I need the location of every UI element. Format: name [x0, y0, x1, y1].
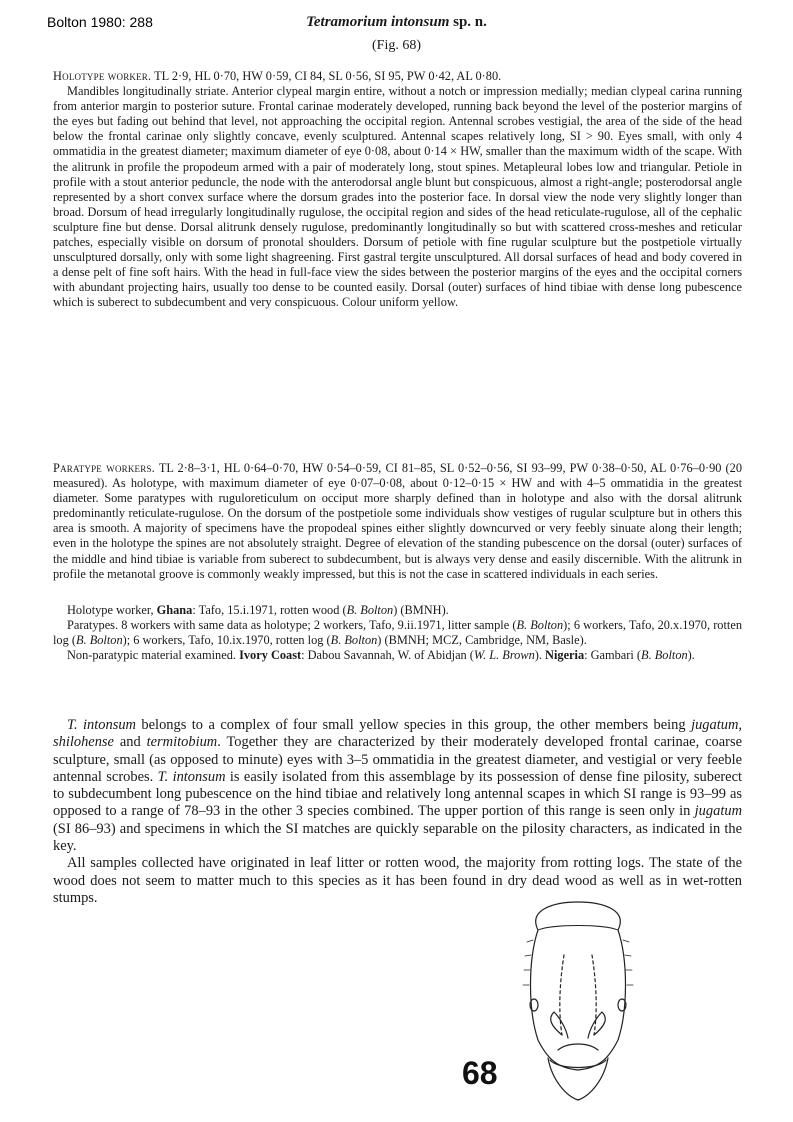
occipital-margin: [538, 926, 618, 931]
left-mandible: [548, 1058, 578, 1100]
paratype-description: [53, 461, 742, 582]
paratype-material: Paratypes. 8 workers with same data as holotype; 2 workers, Tafo, 9.ii.1971, litter sample (B. Bolton); 6 workers, Tafo, 20.x.1970, rotten log (B. Bolton); 6 workers, Tafo, 10.ix.1970, rotten log (B. Bolton) (BMNH; MCZ, Cambridge, NM, Basle).: [53, 618, 742, 648]
species-suffix: sp. n.: [453, 14, 487, 30]
ant-head-figure: [478, 900, 678, 1105]
paratype-heading: Paratype workers.: [53, 461, 155, 475]
discussion: [53, 717, 742, 907]
right-mandible: [578, 1058, 608, 1100]
holotype-material: Holotype worker, Ghana: Tafo, 15.i.1971, rotten wood (B. Bolton) (BMNH).: [67, 603, 449, 617]
species-name: Tetramorium intonsum: [306, 14, 450, 30]
discussion-paragraph-2: All samples collected have originated in leaf litter or rotten wood, the majority from rotting logs. The state of the wood does not seem to matter much to this species as it has been found in dry dead wood as well as in wet-rotten stumps.: [53, 855, 742, 906]
holotype-heading: Holotype worker.: [53, 69, 152, 83]
clypeus: [558, 1044, 598, 1050]
holotype-measurements: TL 2·9, HL 0·70, HW 0·59, CI 84, SL 0·56, SI 95, PW 0·42, AL 0·80.: [151, 69, 502, 83]
holotype-text: Mandibles longitudinally striate. Anterior clypeal margin entire, without a notch or impression medially; median clypeal carina running from anterior margin to posterior suture. Frontal carinae moderately developed, running back beyond the level of the posterior margins of the eyes but fading out behind that level, not approaching the occipital region. Antennal scrobes vestigial, the area of the side of the head below the frontal carinae only slightly concave, evenly sculptured. Antennal scapes relatively long, SI > 90. Eyes small, with only 4 ommatidia in the greatest diameter; maximum diameter of eye 0·08, about 0·14 × HW, smaller than the maximum width of the scape. With the alitrunk in profile the propodeum armed with a pair of moderately long, stout spines. Metapleural lobes low and triangular. Petiole in profile with a stout anterior peduncle, the node with the anterodorsal angle blunt but conspicuous, almost a right-angle; posterodorsal angle represented by a short convex surface where the dorsum grades into the posterior face. In dorsal view the node very slightly longer than broad. Dorsum of head irregularly longitudinally rugulose, the occipital region and sides of the head reticulate-rugulose, all of the cephalic sculpture fine but dense. Dorsal alitrunk densely rugulose, predominantly longitudinally so but with scattered cross-meshes and reticular patches, especially visible on dorsum of pronotal shoulders. Dorsum of petiole with fine rugular sculpture but the postpetiole virtually unsculptured dorsally, only with some light shagreening. First gastral tergite unsculptured. All dorsal surfaces of head and body covered in a dense pelt of fine soft hairs. With the head in full-face view the sides between the posterior margins of the eyes and the occipital corners with abundant projecting hairs, usually too dense to be counted easily. Dorsal (outer) surfaces of hind tibiae with dense long pubescence which is suberect to subdecumbent and very conspicuous. Colour uniform yellow.: [53, 84, 742, 310]
nonparatypic-material: Non-paratypic material examined. Ivory Coast: Dabou Savannah, W. of Abidjan (W. L. Brown). Nigeria: Gambari (B. Bolton).: [67, 648, 695, 663]
mandible-lower: [550, 1060, 606, 1068]
discussion-paragraph-1: T. intonsum belongs to a complex of four small yellow species in this group, the other members being jugatum, shilohense and termitobium. Together they are characterized by their moderately developed frontal carinae, coarse sculpture, small (as opposed to minute) eyes with 3–5 ommatidia in the greatest diameter, and vestigial or very feeble antennal scrobes. T. intonsum is easily isolated from this assemblage by its possession of dense fine pilosity, suberect to subdecumbent long pubescence on the hind tibiae and relatively long antennal scapes in which SI range is 93–99 as opposed to a range of 78–93 in the other 3 species combined. The upper portion of this range is seen only in jugatum (SI 86–93) and specimens in which the SI matches are quickly separable on the pilosity characters, as indicated in the key.: [53, 717, 742, 855]
source-citation: Bolton 1980: 288: [47, 14, 153, 30]
figure-number: 68: [462, 1055, 498, 1091]
figure-reference: (Fig. 68): [372, 38, 421, 53]
head-outline: [531, 902, 626, 1070]
holotype-description: [53, 69, 742, 311]
material-examined: [53, 603, 742, 663]
species-title: [0, 14, 793, 31]
right-antennal-scape: [588, 1012, 605, 1038]
paratype-text: TL 2·8–3·1, HL 0·64–0·70, HW 0·54–0·59, CI 81–85, SL 0·52–0·56, SI 93–99, PW 0·38–0·50, AL 0·76–0·90 (20 measured). As holotype, with maximum diameter of eye 0·07–0·08, about 0·12–0·15 × HW and with 4–5 ommatidia in the greatest diameter. Some paratypes with ruguloreticulum on occiput more sharply defined than in holotype and also with the dorsal alitrunk predominantly reticulate-rugulose. On the dorsum of the postpetiole some individuals show vestiges of rugular sculpture but in others this area is smooth. A majority of specimens have the propodeal spines either slightly downcurved or very feebly sinuate along their length; even in the holotype the spines are not absolutely straight. Degree of elevation of the standing pubescence on the dorsal (outer) surfaces of the middle and hind tibiae is variable from suberect to subdecumbent, but is always very dense and easily discernible. With the alitrunk in profile the metanotal groove is commonly weakly impressed, but this is not the case in scattered individuals in each series.: [53, 461, 742, 581]
left-antennal-scape: [551, 1012, 568, 1038]
